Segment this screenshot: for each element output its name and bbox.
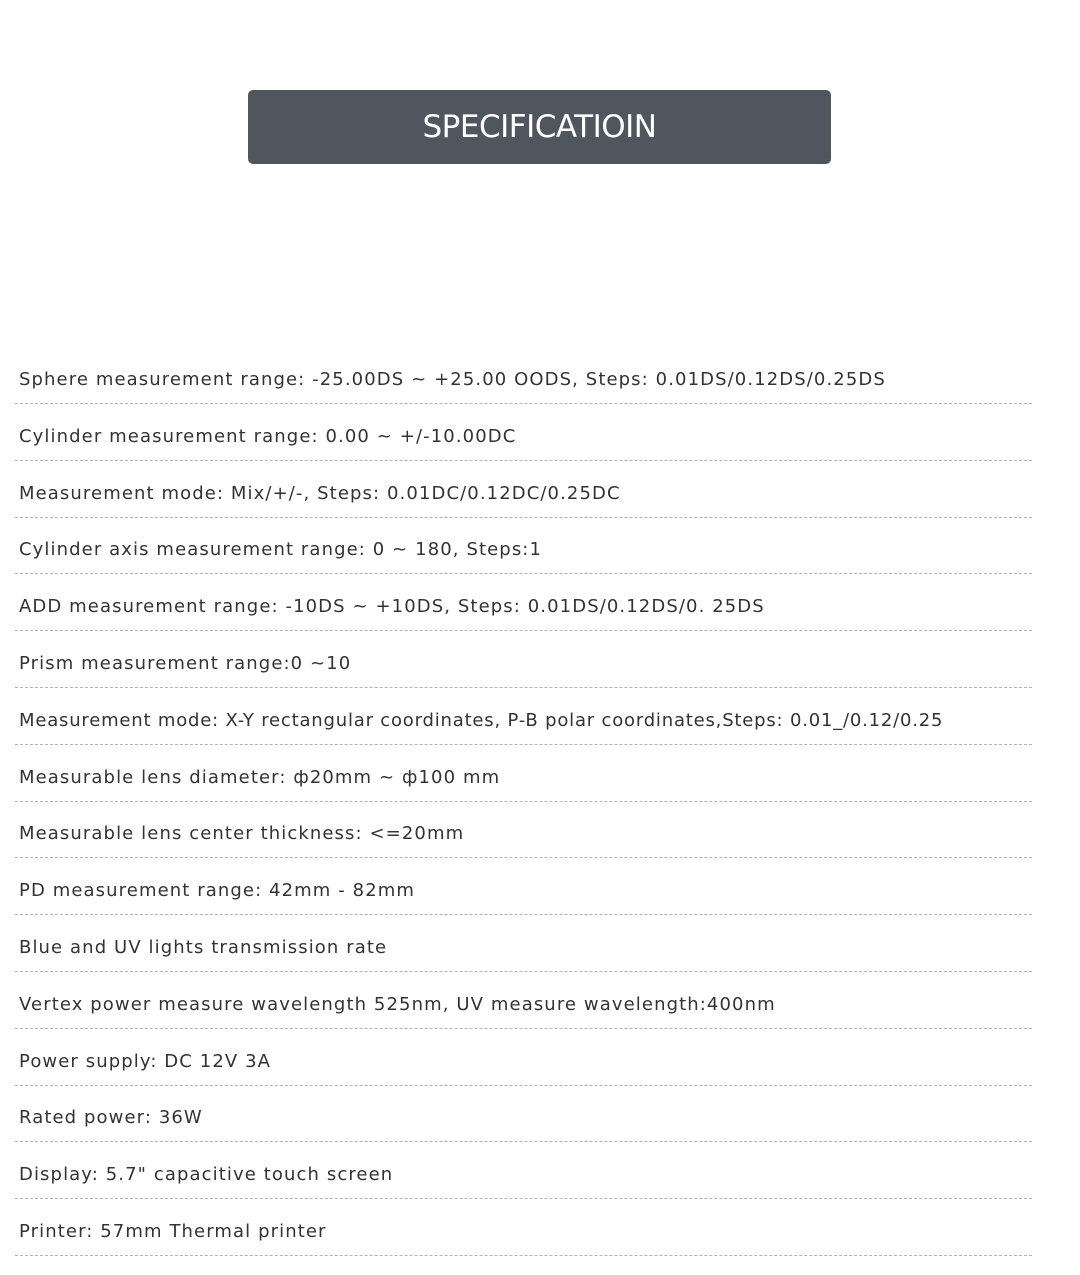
dashed-divider <box>15 1255 1032 1256</box>
spec-item-display <box>0 1143 1080 1200</box>
spec-item-cylinder-range <box>0 405 1080 462</box>
spec-item-prism-range <box>0 632 1080 689</box>
spec-item-power-supply <box>0 1030 1080 1087</box>
spec-text: Measurement mode: X-Y rectangular coordinates, P-B polar coordinates,Steps: 0.01_/0.12/0.25 <box>19 709 944 731</box>
spec-text: Blue and UV lights transmission rate <box>19 936 388 958</box>
spec-text: Sphere measurement range: -25.00DS ~ +25.00 OODS, Steps: 0.01DS/0.12DS/0.25DS <box>19 369 886 390</box>
spec-text: Vertex power measure wavelength 525nm, UV measure wavelength:400nm <box>19 993 776 1015</box>
specification-list <box>0 348 1080 1257</box>
specification-banner <box>248 90 831 164</box>
spec-item-wavelength <box>0 973 1080 1030</box>
spec-item-add-range <box>0 575 1080 632</box>
spec-text: PD measurement range: 42mm - 82mm <box>19 880 416 902</box>
page-title: SPECIFICATIOIN <box>422 109 657 145</box>
spec-item-lens-thickness <box>0 802 1080 859</box>
spec-text: Cylinder axis measurement range: 0 ~ 180, Steps:1 <box>19 539 543 561</box>
spec-item-transmission-rate <box>0 916 1080 973</box>
spec-text: Measurable lens center thickness: <=20mm <box>19 823 465 845</box>
spec-item-pd-range <box>0 859 1080 916</box>
spec-text: Prism measurement range:0 ~10 <box>19 652 352 674</box>
spec-text: Rated power: 36W <box>19 1107 203 1129</box>
spec-text: Printer: 57mm Thermal printer <box>19 1220 327 1242</box>
spec-item-cylinder-axis-range <box>0 518 1080 575</box>
spec-item-sphere-range <box>0 348 1080 405</box>
spec-item-lens-diameter <box>0 746 1080 803</box>
spec-text: Cylinder measurement range: 0.00 ~ +/-10.00DC <box>19 425 517 447</box>
spec-text: Display: 5.7" capacitive touch screen <box>19 1164 394 1186</box>
spec-item-rated-power <box>0 1086 1080 1143</box>
spec-text: Measurable lens diameter: ф20mm ~ ф100 mm <box>19 766 501 788</box>
spec-item-printer <box>0 1200 1080 1257</box>
spec-text: ADD measurement range: -10DS ~ +10DS, Steps: 0.01DS/0.12DS/0. 25DS <box>19 596 765 618</box>
spec-text: Measurement mode: Mix/+/-, Steps: 0.01DC/0.12DC/0.25DC <box>19 482 621 504</box>
spec-item-prism-mode <box>0 689 1080 746</box>
spec-text: Power supply: DC 12V 3A <box>19 1050 272 1072</box>
spec-item-measurement-mode <box>0 462 1080 519</box>
